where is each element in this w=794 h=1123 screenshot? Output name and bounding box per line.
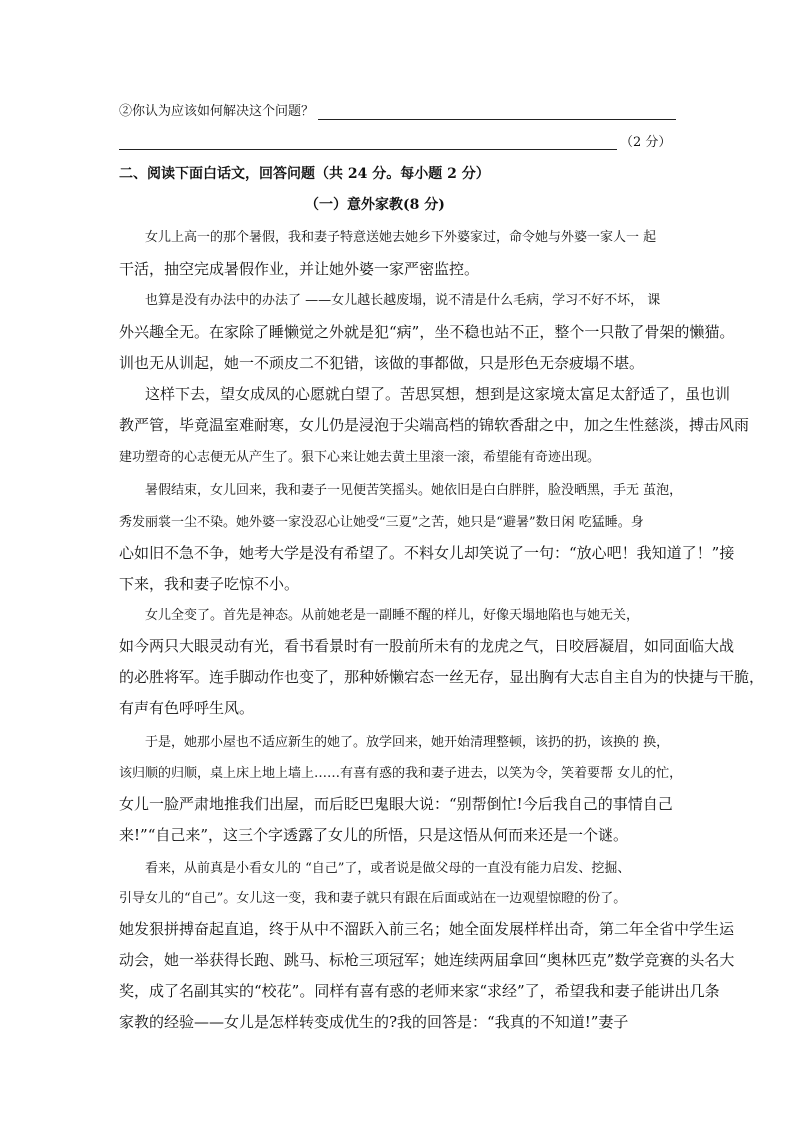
text-line: 暑假结束，女儿回来，我和妻子一见便苦笑摇头。她依旧是白白胖胖，脸没晒黑，手无 茧泡，: [145, 483, 683, 498]
text-line: 秀发丽裳一尘不染。她外婆一家没忍心让她受“三夏”之苦，她只是“避暑”数日闲 吃猛睡。身: [119, 515, 644, 530]
question-score: （2 分）: [620, 135, 672, 150]
text-line: 来!”“自己来”，这三个字透露了女儿的所悟，只是这悟从何而来还是一个谜。: [119, 826, 629, 844]
answer-underline-1[interactable]: [318, 119, 676, 120]
answer-underline-2[interactable]: [119, 149, 617, 150]
text-line: 建功塑奇的心志便无从产生了。狠下心来让她去黄土里滚一滚，希望能有奇迹出现。: [119, 450, 601, 465]
text-line: 下来，我和妻子吃惊不小。: [119, 575, 300, 593]
text-line: 动会，她一举获得长跑、跳马、标枪三项冠军；她连续两届拿回“奥林匹克”数学竞赛的头名大: [119, 951, 735, 969]
text-line: 女儿全变了。首先是神态。从前她老是一副睡不醒的样儿，好像天塌地陷也与她无关，: [145, 608, 640, 623]
text-line: 外兴趣全无。在家除了睡懒觉之外就是犯“病”，坐不稳也站不正，整个一只散了骨架的懒猫。: [119, 323, 735, 341]
text-line: 于是，她那小屋也不适应新生的她了。放学回来，她开始清理整顿，该扔的扔，该换的 换，: [145, 735, 670, 750]
text-line: 有声有色呼呼生风。: [119, 699, 255, 717]
text-line: 她发狠拼搏奋起直追，终于从中不溜跃入前三名；她全面发展样样出奇，第二年全省中学生运: [119, 920, 735, 938]
question-prompt: ②你认为应该如何解决这个问题？: [119, 104, 315, 119]
text-line: 女儿上高一的那个暑假，我和妻子特意送她去她乡下外婆家过，命令她与外婆一家人一 起: [145, 230, 657, 245]
text-line: 干活，抽空完成暑假作业，并让她外婆一家严密监控。: [119, 260, 480, 278]
text-line: 奖，成了名副其实的“校花”。同样有喜有惑的老师来家“求经”了，希望我和妻子能讲出几条: [119, 982, 720, 1000]
text-line: 看来，从前真是小看女儿的 “自己”了，或者说是做父母的一直没有能力启发、挖掘、: [145, 861, 631, 876]
text-line: 引导女儿的“自己”。女儿这一变，我和妻子就只有跟在后面或站在一边观望惊瞪的份了。: [119, 891, 627, 906]
text-line: 训也无从训起，她一不顽皮二不犯错，该做的事都做，只是形色无奈疲塌不堪。: [119, 354, 645, 372]
text-line: 心如旧不急不争，她考大学是没有希望了。不料女儿却笑说了一句：“放心吧！我知道了！”接: [119, 544, 735, 562]
text-line: 教严管，毕竟温室难耐寒，女儿仍是浸泡于尖端高档的锦软香甜之中，加之生性慈淡，搏击风雨: [119, 416, 750, 434]
section-heading: 二、阅读下面白话文，回答问题（共 24 分。每小题 2 分）: [119, 166, 490, 182]
text-line: 该归顺的归顺，桌上床上地上墙上……有喜有惑的我和妻子进去，以笑为令，笑着要帮 女儿的忙，: [119, 766, 683, 781]
text-line: 家教的经验——女儿是怎样转变成优生的?我的回答是：“我真的不知道!”妻子: [119, 1013, 629, 1031]
text-line: 如今两只大眼灵动有光，看书看景时有一股前所未有的龙虎之气，日咬唇凝眉，如同面临大战: [119, 637, 735, 655]
text-line: 也算是没有办法中的办法了 ——女儿越长越废塌，说不清是什么毛病，学习不好不坏， 课: [145, 293, 661, 308]
text-line: 女儿一脸严肃地推我们出屋，而后眨巴鬼眼大说：“别帮倒忙!今后我自己的事情自己: [119, 795, 673, 813]
section-subheading: （一）意外家教(8 分): [305, 197, 445, 213]
text-line: 的必胜将军。连手脚动作也变了，那种娇懒宕态一丝无存，显出胸有大志自主自为的快捷与干脆，: [119, 668, 765, 686]
text-line: 这样下去，望女成凤的心愿就白望了。苦思冥想，想到是这家境太富足太舒适了，虽也训: [145, 385, 731, 403]
